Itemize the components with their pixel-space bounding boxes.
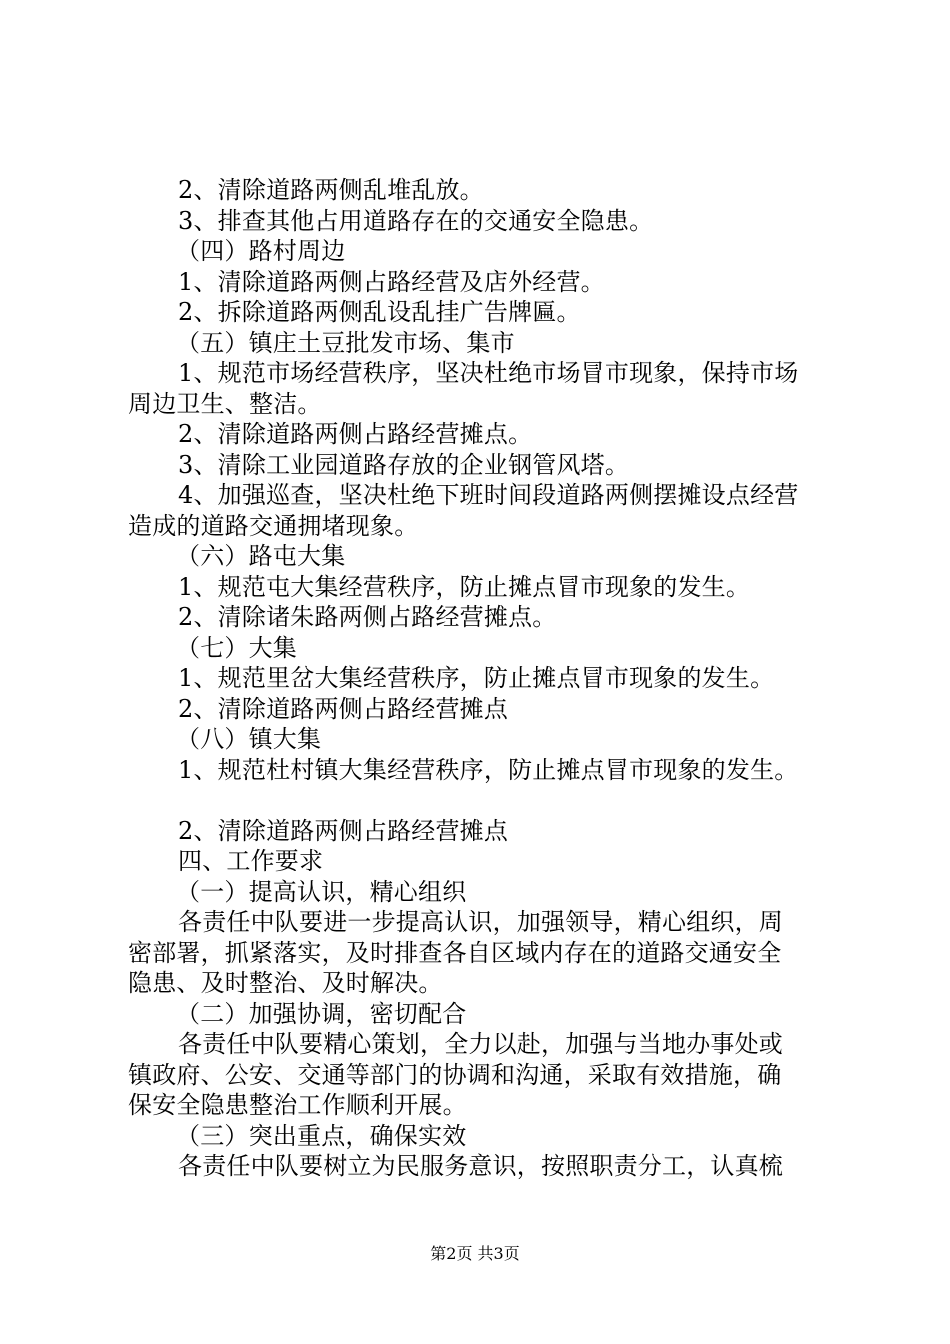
text-line: 4、加强巡查，坚决杜绝下班时间段道路两侧摆摊设点经营 [178,481,799,509]
section-heading: （七）大集 [176,633,297,662]
text-line: 各责任中队要树立为民服务意识，按照职责分工，认真梳 [178,1152,783,1180]
text-line: 造成的道路交通拥堵现象。 [128,511,419,540]
text-line: 保安全隐患整治工作顺利开展。 [128,1091,467,1119]
text-line: 1、清除道路两侧占路经营及店外经营。 [178,267,605,296]
section-heading: （五）镇庄土豆批发市场、集市 [176,328,515,357]
text-line: 2、清除道路两侧占路经营摊点。 [178,420,533,448]
document-body [128,175,833,1182]
text-line: 2、清除道路两侧乱堆乱放。 [178,176,484,204]
text-line: 周边卫生、整洁。 [128,389,322,418]
page-number-footer: 第2页 共3页 [430,1244,520,1263]
text-line: 1、规范屯大集经营秩序，防止摊点冒市现象的发生。 [178,572,751,601]
text-line: 各责任中队要精心策划，全力以赴，加强与当地办事处或 [178,1030,783,1058]
section-heading: （一）提高认识，精心组织 [176,877,467,906]
text-line: 各责任中队要进一步提高认识，加强领导，精心组织，周 [178,908,783,936]
text-line: 1、规范里岔大集经营秩序，防止摊点冒市现象的发生。 [178,664,775,692]
text-line: 2、清除道路两侧占路经营摊点 [178,816,509,845]
section-heading: （六）路屯大集 [176,542,346,570]
text-line: 1、规范杜村镇大集经营秩序，防止摊点冒市现象的发生。 [178,755,799,784]
section-heading: （八）镇大集 [176,725,322,753]
section-heading: 四、工作要求 [178,847,324,875]
text-line: 隐患、及时整治、及时解决。 [128,969,443,997]
text-line: 镇政府、公安、交通等部门的协调和沟通，采取有效措施，确 [128,1060,782,1089]
section-heading: （四）路村周边 [176,237,346,265]
text-line: 2、拆除道路两侧乱设乱挂广告牌匾。 [178,298,581,326]
blank-line [128,785,833,816]
text-line: 2、清除道路两侧占路经营摊点 [178,694,509,723]
text-line: 2、清除诸朱路两侧占路经营摊点。 [178,603,557,631]
section-heading: （二）加强协调，密切配合 [176,999,467,1028]
text-line: 3、排查其他占用道路存在的交通安全隐患。 [178,206,654,235]
text-line: 密部署，抓紧落实，及时排查各自区域内存在的道路交通安全 [128,938,782,967]
section-heading: （三）突出重点，确保实效 [176,1121,467,1150]
text-line: 3、清除工业园道路存放的企业钢管风塔。 [178,450,630,479]
text-line: 1、规范市场经营秩序，坚决杜绝市场冒市现象，保持市场 [178,359,799,387]
